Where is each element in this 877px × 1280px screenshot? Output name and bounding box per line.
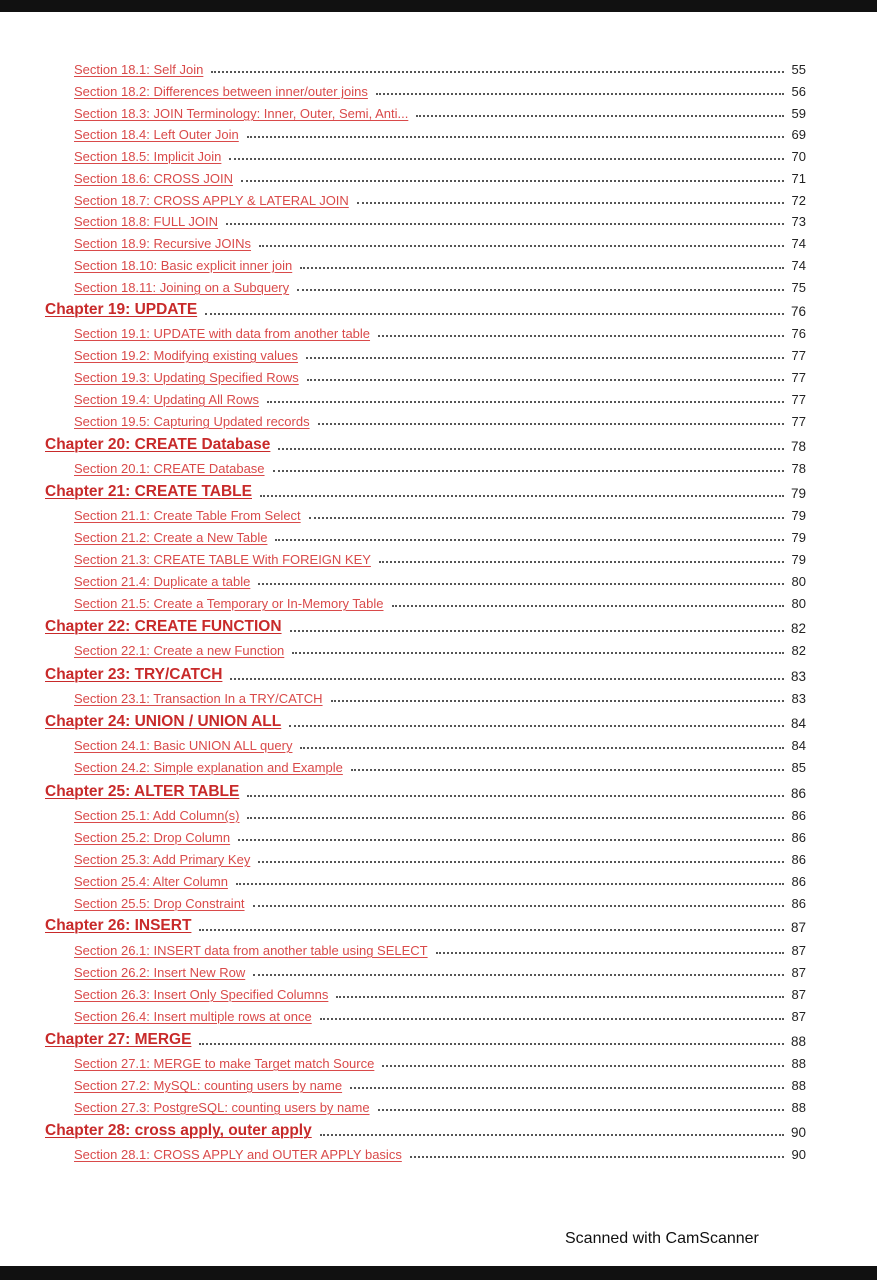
page-number: 56: [791, 84, 806, 99]
dot-leader: [290, 630, 784, 632]
section-link[interactable]: Section 26.2: Insert New Row: [74, 965, 246, 980]
toc-section-entry[interactable]: [74, 525, 806, 545]
toc-section-entry[interactable]: [74, 409, 806, 429]
dot-leader: [260, 495, 784, 497]
page-number: 88: [791, 1100, 806, 1115]
dot-leader: [267, 401, 784, 403]
dot-leader: [258, 861, 784, 863]
toc-section-entry[interactable]: [74, 79, 806, 99]
section-link[interactable]: Section 19.1: UPDATE with data from another table: [74, 326, 371, 341]
page-number: 87: [790, 920, 806, 935]
toc-chapter-entry[interactable]: [45, 662, 806, 684]
section-link[interactable]: Section 21.4: Duplicate a table: [74, 574, 251, 589]
toc-section-entry[interactable]: [74, 1095, 806, 1115]
toc-chapter-entry[interactable]: [45, 297, 806, 319]
dot-leader: [205, 313, 784, 315]
page-number: 83: [791, 691, 806, 706]
chapter-link[interactable]: Chapter 19: UPDATE: [45, 301, 198, 318]
dot-leader: [278, 448, 784, 450]
page-number: 86: [791, 896, 806, 911]
toc-section-entry[interactable]: [74, 231, 806, 251]
page-number: 85: [791, 760, 806, 775]
page-number: 86: [791, 808, 806, 823]
toc-section-entry[interactable]: [74, 982, 806, 1002]
page-number: 73: [791, 214, 806, 229]
toc-section-entry[interactable]: [74, 1004, 806, 1024]
page-number: 86: [791, 874, 806, 889]
chapter-link[interactable]: Chapter 21: CREATE TABLE: [45, 483, 252, 500]
page-number: 70: [791, 149, 806, 164]
toc-section-entry[interactable]: [74, 456, 806, 476]
dot-leader: [253, 974, 784, 976]
toc-section-entry[interactable]: [74, 275, 806, 295]
dot-leader: [253, 905, 784, 907]
toc-section-entry[interactable]: [74, 869, 806, 889]
section-link[interactable]: Section 26.4: Insert multiple rows at once: [74, 1009, 312, 1024]
toc-section-entry[interactable]: [74, 803, 806, 823]
dot-leader: [379, 561, 784, 563]
dot-leader: [378, 1109, 784, 1111]
page-number: 69: [791, 127, 806, 142]
chapter-link[interactable]: Chapter 22: CREATE FUNCTION: [45, 618, 282, 635]
page-number: 74: [791, 258, 806, 273]
toc-chapter-entry[interactable]: [45, 913, 806, 935]
toc-section-entry[interactable]: [74, 755, 806, 775]
dot-leader: [275, 539, 784, 541]
page-number: 80: [791, 574, 806, 589]
page-number: 72: [791, 193, 806, 208]
dot-leader: [236, 883, 784, 885]
section-link[interactable]: Section 25.2: Drop Column: [74, 830, 231, 845]
toc-section-entry[interactable]: [74, 1142, 806, 1162]
section-link[interactable]: Section 25.5: Drop Constraint: [74, 896, 245, 911]
dot-leader: [199, 929, 784, 931]
page-number: 78: [791, 461, 806, 476]
section-link[interactable]: Section 19.2: Modifying existing values: [74, 348, 299, 363]
dot-leader: [226, 223, 784, 225]
dot-leader: [320, 1134, 784, 1136]
dot-leader: [247, 817, 784, 819]
chapter-link[interactable]: Chapter 28: cross apply, outer apply: [45, 1122, 312, 1139]
section-link[interactable]: Section 24.2: Simple explanation and Example: [74, 760, 343, 775]
dot-leader: [300, 267, 784, 269]
dot-leader: [382, 1065, 784, 1067]
toc-section-entry[interactable]: [74, 638, 806, 658]
toc-section-entry[interactable]: [74, 847, 806, 867]
dot-leader: [229, 158, 784, 160]
dot-leader: [241, 180, 784, 182]
page-number: 88: [791, 1078, 806, 1093]
dot-leader: [289, 725, 784, 727]
section-link[interactable]: Section 26.1: INSERT data from another table using SELECT: [74, 943, 428, 958]
page-number: 71: [791, 171, 806, 186]
toc-chapter-entry[interactable]: [45, 614, 806, 636]
chapter-link[interactable]: Chapter 24: UNION / UNION ALL: [45, 713, 282, 730]
dot-leader: [416, 115, 784, 117]
toc-section-entry[interactable]: [74, 122, 806, 142]
toc-section-entry[interactable]: [74, 891, 806, 911]
page-number: 90: [790, 1125, 806, 1140]
section-link[interactable]: Section 21.1: Create Table From Select: [74, 508, 301, 523]
dot-leader: [351, 769, 784, 771]
dot-leader: [350, 1087, 784, 1089]
dot-leader: [230, 678, 784, 680]
page-number: 84: [791, 738, 806, 753]
toc-section-entry[interactable]: [74, 166, 806, 186]
section-link[interactable]: Section 18.2: Differences between inner/outer joins: [74, 84, 368, 99]
toc-section-entry[interactable]: [74, 825, 806, 845]
section-link[interactable]: Section 18.6: CROSS JOIN: [74, 171, 233, 186]
chapter-link[interactable]: Chapter 27: MERGE: [45, 1031, 192, 1048]
page-number: 83: [790, 669, 806, 684]
toc-section-entry[interactable]: [74, 144, 806, 164]
section-link[interactable]: Section 20.1: CREATE Database: [74, 461, 265, 476]
toc-section-entry[interactable]: [74, 1051, 806, 1071]
dot-leader: [392, 605, 785, 607]
dot-leader: [211, 71, 784, 73]
chapter-link[interactable]: Chapter 20: CREATE Database: [45, 436, 271, 453]
section-link[interactable]: Section 18.11: Joining on a Subquery: [74, 280, 290, 295]
dot-leader: [238, 839, 784, 841]
chapter-link[interactable]: Chapter 26: INSERT: [45, 917, 192, 934]
toc-section-entry[interactable]: [74, 547, 806, 567]
section-link[interactable]: Section 25.1: Add Column(s): [74, 808, 240, 823]
dot-leader: [292, 652, 784, 654]
page-number: 86: [791, 830, 806, 845]
section-link[interactable]: Section 21.3: CREATE TABLE With FOREIGN KEY: [74, 552, 371, 567]
page-number: 76: [790, 304, 806, 319]
page-number: 77: [791, 348, 806, 363]
page-number: 88: [791, 1056, 806, 1071]
toc-section-entry[interactable]: [74, 733, 806, 753]
toc-section-entry[interactable]: [74, 591, 806, 611]
page-number: 79: [790, 486, 806, 501]
section-link[interactable]: Section 18.3: JOIN Terminology: Inner, Outer, Semi, Anti...: [74, 106, 409, 121]
section-link[interactable]: Section 24.1: Basic UNION ALL query: [74, 738, 293, 753]
dot-leader: [309, 517, 784, 519]
dot-leader: [336, 996, 784, 998]
dot-leader: [306, 357, 784, 359]
dot-leader: [410, 1156, 784, 1158]
toc-section-entry[interactable]: [74, 321, 806, 341]
dot-leader: [199, 1043, 784, 1045]
section-link[interactable]: Section 22.1: Create a new Function: [74, 643, 285, 658]
page-number: 86: [791, 852, 806, 867]
page-number: 79: [791, 508, 806, 523]
toc-section-entry[interactable]: [74, 569, 806, 589]
chapter-link[interactable]: Chapter 23: TRY/CATCH: [45, 666, 223, 683]
dot-leader: [258, 583, 784, 585]
page-number: 87: [791, 965, 806, 980]
toc-chapter-entry[interactable]: [45, 479, 806, 501]
page-number: 87: [791, 987, 806, 1002]
page-number: 79: [791, 552, 806, 567]
page-number: 55: [791, 62, 806, 77]
toc-chapter-entry[interactable]: [45, 432, 806, 454]
page-number: 82: [791, 643, 806, 658]
dot-leader: [320, 1018, 784, 1020]
section-link[interactable]: Section 18.8: FULL JOIN: [74, 214, 219, 229]
dot-leader: [307, 379, 784, 381]
toc-section-entry[interactable]: [74, 938, 806, 958]
section-link[interactable]: Section 18.5: Implicit Join: [74, 149, 222, 164]
section-link[interactable]: Section 27.3: PostgreSQL: counting users by name: [74, 1100, 370, 1115]
page-number: 82: [790, 621, 806, 636]
section-link[interactable]: Section 18.4: Left Outer Join: [74, 127, 239, 142]
section-link[interactable]: Section 18.9: Recursive JOINs: [74, 236, 252, 251]
toc-section-entry[interactable]: [74, 253, 806, 273]
toc-section-entry[interactable]: [74, 365, 806, 385]
toc-section-entry[interactable]: [74, 343, 806, 363]
section-link[interactable]: Section 26.3: Insert Only Specified Columns: [74, 987, 329, 1002]
section-link[interactable]: Section 19.3: Updating Specified Rows: [74, 370, 299, 385]
section-link[interactable]: Section 21.5: Create a Temporary or In-Memory Table: [74, 596, 384, 611]
dot-leader: [300, 747, 784, 749]
bottom-edge-bar: [0, 1266, 877, 1280]
toc-section-entry[interactable]: [74, 1073, 806, 1093]
page-number: 90: [791, 1147, 806, 1162]
toc-section-entry[interactable]: [74, 57, 806, 77]
page-number: 86: [790, 786, 806, 801]
dot-leader: [247, 795, 784, 797]
toc-section-entry[interactable]: [74, 960, 806, 980]
page-number: 79: [791, 530, 806, 545]
toc-section-entry[interactable]: [74, 503, 806, 523]
dot-leader: [318, 423, 784, 425]
toc-chapter-entry[interactable]: [45, 1027, 806, 1049]
page-number: 84: [790, 716, 806, 731]
page-number: 77: [791, 370, 806, 385]
dot-leader: [436, 952, 784, 954]
page-number: 88: [790, 1034, 806, 1049]
section-link[interactable]: Section 23.1: Transaction In a TRY/CATCH: [74, 691, 323, 706]
toc-section-entry[interactable]: [74, 101, 806, 121]
section-link[interactable]: Section 21.2: Create a New Table: [74, 530, 268, 545]
dot-leader: [297, 289, 784, 291]
page-number: 80: [791, 596, 806, 611]
section-link[interactable]: Section 19.4: Updating All Rows: [74, 392, 259, 407]
toc-chapter-entry[interactable]: [45, 779, 806, 801]
section-link[interactable]: Section 27.1: MERGE to make Target match Source: [74, 1056, 375, 1071]
page-number: 74: [791, 236, 806, 251]
dot-leader: [259, 245, 784, 247]
dot-leader: [247, 136, 784, 138]
page-number: 77: [791, 414, 806, 429]
document-page: [0, 12, 877, 1266]
page-number: 75: [791, 280, 806, 295]
section-link[interactable]: Section 25.3: Add Primary Key: [74, 852, 251, 867]
toc-chapter-entry[interactable]: [45, 709, 806, 731]
toc-chapter-entry[interactable]: [45, 1118, 806, 1140]
section-link[interactable]: Section 27.2: MySQL: counting users by name: [74, 1078, 343, 1093]
section-link[interactable]: Section 25.4: Alter Column: [74, 874, 228, 889]
dot-leader: [376, 93, 784, 95]
camscanner-watermark: Scanned with CamScanner: [565, 1230, 759, 1247]
page-number: 59: [791, 106, 806, 121]
page-number: 77: [791, 392, 806, 407]
section-link[interactable]: Section 18.7: CROSS APPLY & LATERAL JOIN: [74, 193, 349, 208]
dot-leader: [331, 700, 784, 702]
toc-section-entry[interactable]: [74, 188, 806, 208]
toc-section-entry[interactable]: [74, 387, 806, 407]
dot-leader: [378, 335, 784, 337]
section-link[interactable]: Section 18.1: Self Join: [74, 62, 204, 77]
page-number: 87: [791, 943, 806, 958]
page-number: 78: [790, 439, 806, 454]
dot-leader: [357, 202, 784, 204]
toc-section-entry[interactable]: [74, 686, 806, 706]
page-number: 76: [791, 326, 806, 341]
section-link[interactable]: Section 19.5: Capturing Updated records: [74, 414, 310, 429]
dot-leader: [273, 470, 784, 472]
section-link[interactable]: Section 28.1: CROSS APPLY and OUTER APPLY basics: [74, 1147, 402, 1162]
chapter-link[interactable]: Chapter 25: ALTER TABLE: [45, 783, 240, 800]
top-edge-bar: [0, 0, 877, 12]
toc-section-entry[interactable]: [74, 209, 806, 229]
page-number: 87: [791, 1009, 806, 1024]
section-link[interactable]: Section 18.10: Basic explicit inner join: [74, 258, 293, 273]
